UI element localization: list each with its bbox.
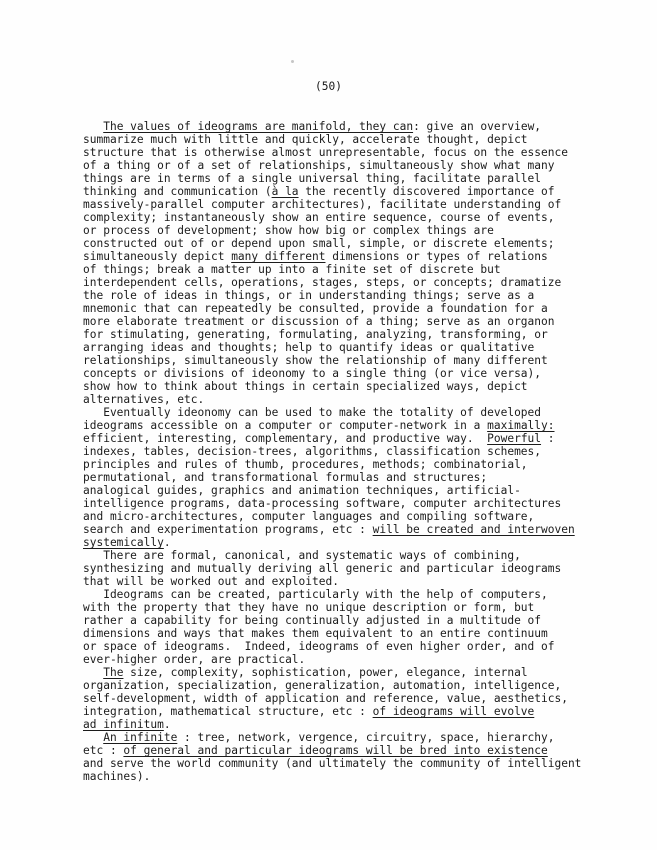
text-segment: ideograms accessible on a computer or computer-network in a — [83, 419, 488, 432]
text-line — [83, 536, 581, 549]
text-segment: search and experimentation programs, etc : — [83, 523, 373, 536]
text-segment: : — [541, 432, 555, 445]
text-line — [83, 588, 581, 601]
text-line — [83, 289, 581, 302]
underlined-text: The values of ideograms are manifold, they can — [103, 120, 414, 133]
text-segment: interdependent cells, operations, stages, steps, or concepts; dramatize — [83, 276, 562, 289]
scan-speck — [291, 60, 294, 63]
text-segment: constructed out of or depend upon small, simple, or discrete elements; — [83, 237, 555, 250]
text-segment: things are in terms of a single universal thing, facilitate parallel — [83, 172, 542, 185]
text-line — [83, 302, 581, 315]
underlined-text: systemically — [83, 536, 164, 549]
text-line — [83, 601, 581, 614]
text-line — [83, 757, 581, 770]
text-segment — [83, 666, 103, 679]
text-line — [83, 705, 581, 718]
text-segment: indexes, tables, decision-trees, algorithms, classification schemes, — [83, 445, 542, 458]
text-line — [83, 549, 581, 562]
text-segment: alternatives, etc. — [83, 393, 205, 406]
text-line — [83, 354, 581, 367]
text-line — [83, 237, 581, 250]
text-line — [83, 146, 581, 159]
text-segment: arranging ideas and thoughts; help to quantify ideas or qualitative — [83, 341, 535, 354]
text-segment: mnemonic that can repeatedly be consulted, provide a foundation for a — [83, 302, 548, 315]
text-line — [83, 328, 581, 341]
text-segment: Ideograms can be created, particularly with the help of computers, — [83, 588, 548, 601]
underlined-text: The — [103, 666, 124, 679]
text-line — [83, 198, 581, 211]
text-line — [83, 172, 581, 185]
text-line — [83, 458, 581, 471]
text-segment: more elaborate treatment or discussion of a thing; serve as an organon — [83, 315, 555, 328]
text-segment: : give an overview, — [413, 120, 542, 133]
text-segment: synthesizing and mutually deriving all generic and particular ideograms — [83, 562, 562, 575]
text-segment: or process of development; show how big or complex things are — [83, 224, 494, 237]
text-line — [83, 575, 581, 588]
text-segment: integration, mathematical structure, etc : — [83, 705, 373, 718]
text-segment: and micro-architectures, computer languages and compiling software, — [83, 510, 535, 523]
underlined-text: An infinite — [103, 731, 178, 744]
text-line — [83, 380, 581, 393]
text-line — [83, 133, 581, 146]
text-line — [83, 432, 581, 445]
underlined-text: Powerful — [487, 432, 542, 445]
text-segment: There are formal, canonical, and systematic ways of combining, — [83, 549, 521, 562]
underlined-text: of ideograms will evolve — [372, 705, 535, 718]
text-segment: that will be worked out and exploited. — [83, 575, 339, 588]
underlined-text: of general and particular ideograms will be bred into existence — [123, 744, 548, 757]
text-segment: the recently discovered importance of — [298, 185, 555, 198]
text-segment: massively-parallel computer architectures), facilitate understanding of — [83, 198, 562, 211]
text-segment: dimensions and ways that makes them equivalent to an entire continuum — [83, 627, 548, 640]
text-segment: structure that is otherwise almost unrepresentable, focus on the essence — [83, 146, 568, 159]
underlined-text: maximally: — [487, 419, 555, 432]
text-line — [83, 510, 581, 523]
text-line — [83, 666, 581, 679]
text-segment: size, complexity, sophistication, power, elegance, internal — [123, 666, 528, 679]
text-segment: simultaneously depict — [83, 250, 232, 263]
text-line — [83, 471, 581, 484]
text-line — [83, 731, 581, 744]
text-segment: for stimulating, generating, formulating, analyzing, transforming, or — [83, 328, 548, 341]
text-segment: of a thing or of a set of relationships, simultaneously show what many — [83, 159, 555, 172]
text-line — [83, 718, 581, 731]
page-number: (50) — [315, 80, 342, 93]
text-segment: machines). — [83, 770, 151, 783]
text-line — [83, 250, 581, 263]
text-line — [83, 744, 581, 757]
text-segment: or space of ideograms. Indeed, ideograms of even higher order, and of — [83, 640, 555, 653]
underlined-text: many different — [231, 250, 326, 263]
text-line — [83, 653, 581, 666]
text-segment: etc : — [83, 744, 124, 757]
text-line — [83, 419, 581, 432]
text-line — [83, 614, 581, 627]
text-segment: of things; break a matter up into a finite set of discrete but — [83, 263, 501, 276]
text-segment: and serve the world community (and ultimately the community of intelligent — [83, 757, 582, 770]
text-segment: organization, specialization, generalization, automation, intelligence, — [83, 679, 562, 692]
text-segment: analogical guides, graphics and animation techniques, artificial- — [83, 484, 521, 497]
text-line — [83, 497, 581, 510]
text-line — [83, 120, 581, 133]
underlined-text: will be created and interwoven — [372, 523, 575, 536]
text-segment: dimensions or types of relations — [325, 250, 548, 263]
text-segment: . — [163, 536, 171, 549]
text-segment: complexity; instantaneously show an entire sequence, course of events, — [83, 211, 555, 224]
text-segment — [83, 731, 103, 744]
text-segment: efficient, interesting, complementary, and productive way. — [83, 432, 488, 445]
text-segment: with the property that they have no unique description or form, but — [83, 601, 535, 614]
text-line — [83, 445, 581, 458]
text-line — [83, 640, 581, 653]
text-segment: thinking and communication ( — [83, 185, 272, 198]
text-line — [83, 367, 581, 380]
text-segment: self-development, width of application and reference, value, aesthetics, — [83, 692, 568, 705]
text-segment: principles and rules of thumb, procedures, methods; combinatorial, — [83, 458, 528, 471]
text-line — [83, 484, 581, 497]
paragraph — [83, 549, 581, 588]
text-line — [83, 341, 581, 354]
paragraph — [83, 666, 581, 731]
text-segment: : tree, network, vergence, circuitry, space, hierarchy, — [177, 731, 555, 744]
text-line — [83, 159, 581, 172]
text-segment: relationships, simultaneously show the relationship of many different — [83, 354, 548, 367]
underlined-text: à la — [271, 185, 299, 198]
text-line — [83, 523, 581, 536]
paragraph — [83, 120, 581, 406]
text-segment: Eventually ideonomy can be used to make the totality of developed — [83, 406, 542, 419]
text-line — [83, 770, 581, 783]
text-segment: rather a capability for being continually adjusted in a multitude of — [83, 614, 542, 627]
text-line — [83, 393, 581, 406]
text-segment: the role of ideas in things, or in understanding things; serve as a — [83, 289, 535, 302]
text-segment: . — [163, 718, 171, 731]
paragraph — [83, 406, 581, 549]
text-segment: summarize much with little and quickly, accelerate thought, depict — [83, 133, 528, 146]
text-line — [83, 679, 581, 692]
document-body — [83, 120, 581, 783]
text-segment: show how to think about things in certain specialized ways, depict — [83, 380, 528, 393]
paragraph — [83, 731, 581, 783]
text-line — [83, 692, 581, 705]
text-line — [83, 276, 581, 289]
text-segment: intelligence programs, data-processing software, computer architectures — [83, 497, 562, 510]
text-segment: ever-higher order, are practical. — [83, 653, 306, 666]
underlined-text: ad infinitum — [83, 718, 164, 731]
text-line — [83, 224, 581, 237]
text-line — [83, 562, 581, 575]
text-line — [83, 185, 581, 198]
text-segment — [83, 120, 103, 133]
text-segment: concepts or divisions of ideonomy to a single thing (or vice versa), — [83, 367, 542, 380]
text-line — [83, 315, 581, 328]
paragraph — [83, 588, 581, 666]
text-line — [83, 627, 581, 640]
text-line — [83, 211, 581, 224]
text-line — [83, 263, 581, 276]
text-line — [83, 406, 581, 419]
text-segment: permutational, and transformational formulas and structures; — [83, 471, 488, 484]
